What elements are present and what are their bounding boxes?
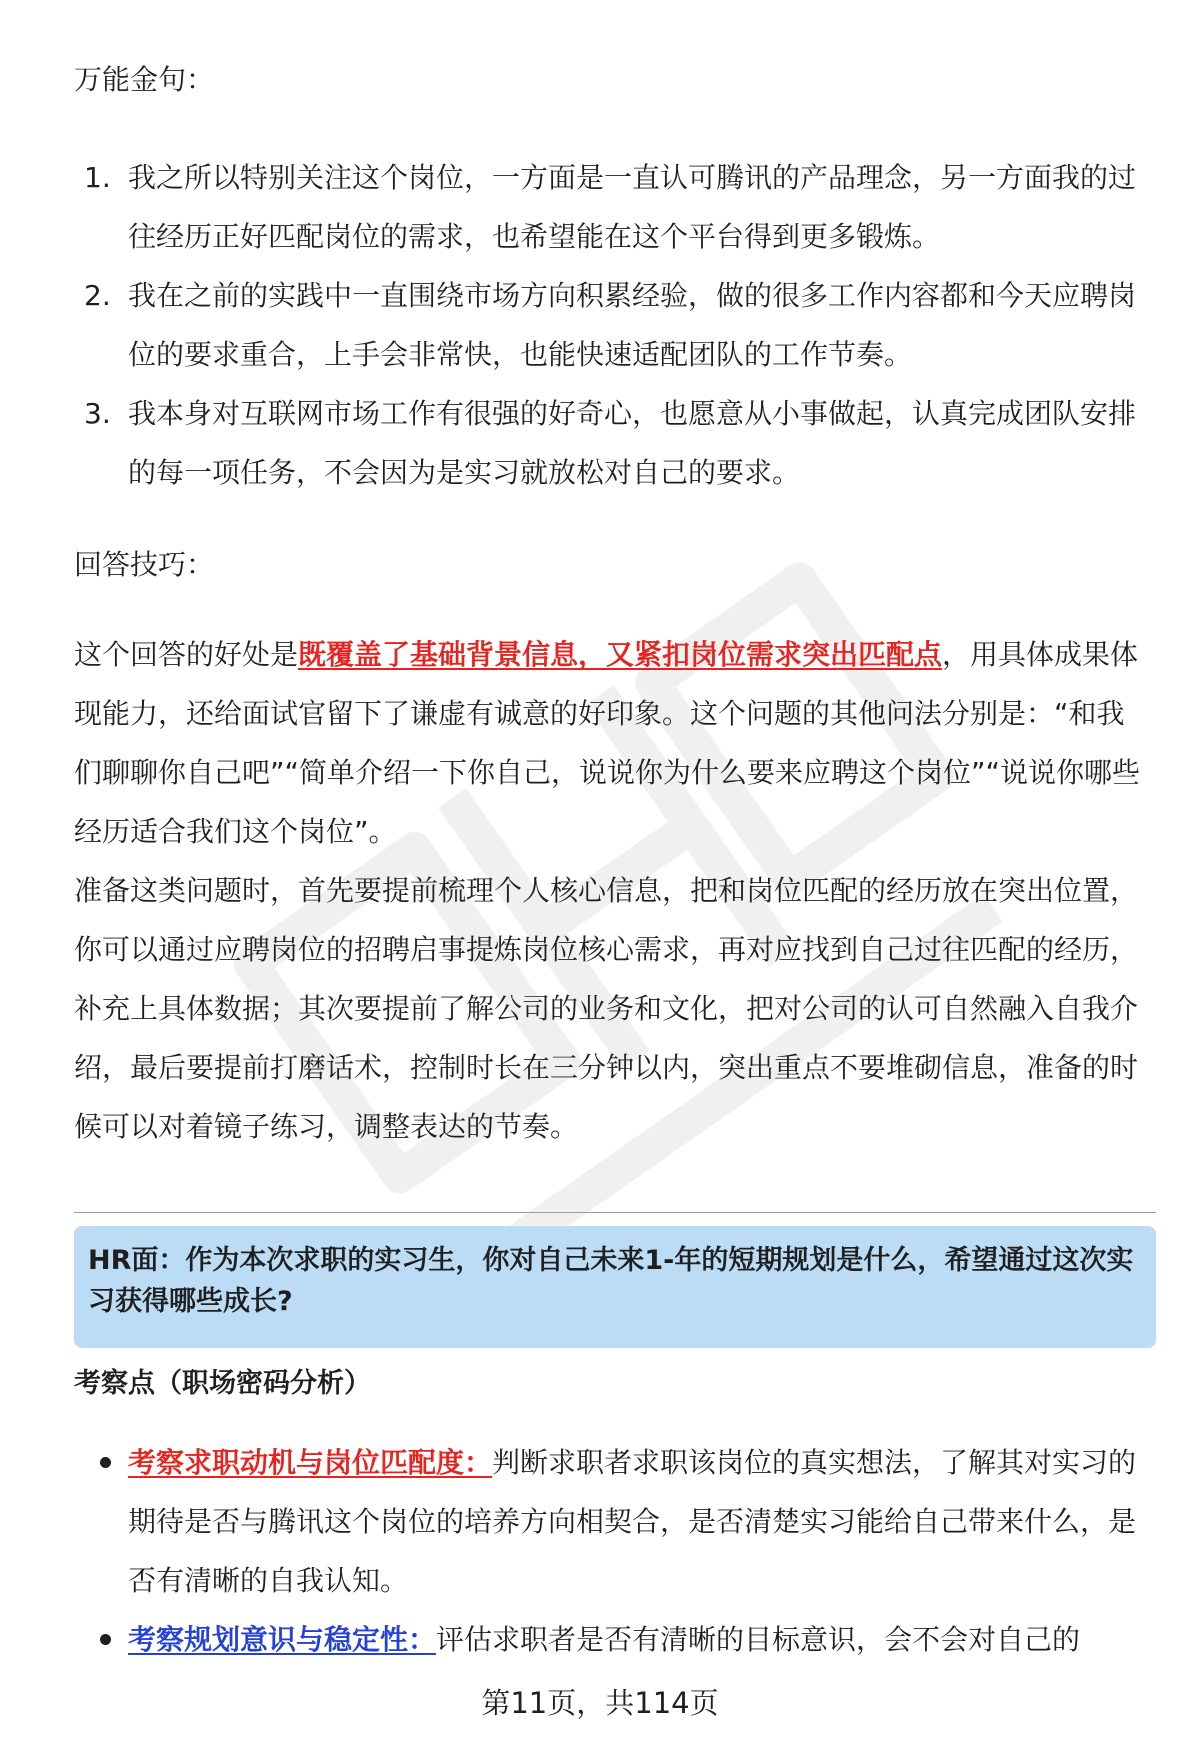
list-item-text: 我在之前的实践中一直围绕市场方向积累经验，做的很多工作内容都和今天应聘岗位的要求重合，上手会非常快，也能快速适配团队的工作节奏。 [128,279,1137,371]
assessment-points-list [74,1433,1149,1669]
list-item [74,266,1149,384]
list-item-number: 3. [84,397,111,430]
list-item [74,384,1149,502]
list-item [74,1433,1149,1610]
list-item-text: 我之所以特别关注这个岗位，一方面是一直认可腾讯的产品理念，另一方面我的过往经历正好匹配岗位的需求，也希望能在这个平台得到更多锻炼。 [128,161,1137,253]
point-text: 判断求职者求职该岗位的真实想法，了解其对实习的期待是否与腾讯这个岗位的培养方向相契合，是否清楚实习能给自己带来什么，是否有清晰的自我认知。 [128,1446,1137,1597]
hr-question-box: HR面：作为本次求职的实习生，你对自己未来1-年的短期规划是什么，希望通过这次实习获得哪些成长? [74,1226,1156,1348]
point-text: 评估求职者是否有清晰的目标意识，会不会对自己的 [436,1623,1081,1656]
point-label: 考察求职动机与岗位匹配度： [128,1446,493,1479]
answer-tips-paragraph [74,625,1149,861]
answer-tips-title: 回答技巧： [74,548,215,581]
paragraph-suffix: ，用具体成果体现能力，还给面试官留下了谦虚有诚意的好印象。这个问题的其他问法分别是：“和我们聊聊你自己吧”“简单介绍一下你自己，说说你为什么要来应聘这个岗位”“说说你哪些经历适合我们这个岗位”。 [74,638,1141,848]
bullet-icon [100,1634,111,1645]
golden-sentences-list [74,148,1149,502]
list-item-number: 2. [84,279,111,312]
page-number-footer: 第11页，共114页 [0,1683,1200,1743]
key-point-highlight: 既覆盖了基础背景信息，又紧扣岗位需求突出匹配点 [298,638,943,671]
assessment-title: 考察点（职场密码分析） [74,1368,371,1399]
point-label: 考察规划意识与稳定性： [128,1623,437,1656]
bullet-icon [100,1457,111,1468]
golden-sentences-title: 万能金句： [74,63,215,96]
paragraph-prefix: 这个回答的好处是 [74,638,299,671]
list-item [74,148,1149,266]
section-divider [74,1212,1156,1213]
list-item-number: 1. [84,161,111,194]
list-item [74,1610,1149,1669]
list-item-text: 我本身对互联网市场工作有很强的好奇心，也愿意从小事做起，认真完成团队安排的每一项任务，不会因为是实习就放松对自己的要求。 [128,397,1137,489]
preparation-paragraph: 准备这类问题时，首先要提前梳理个人核心信息，把和岗位匹配的经历放在突出位置，你可以通过应聘岗位的招聘启事提炼岗位核心需求，再对应找到自己过往匹配的经历，补充上具体数据；其次要提前了解公司的业务和文化，把对公司的认可自然融入自我介绍，最后要提前打磨话术，控制时长在三分钟以内，突出重点不要堆砌信息，准备的时候可以对着镜子练习，调整表达的节奏。 [74,874,1139,1143]
